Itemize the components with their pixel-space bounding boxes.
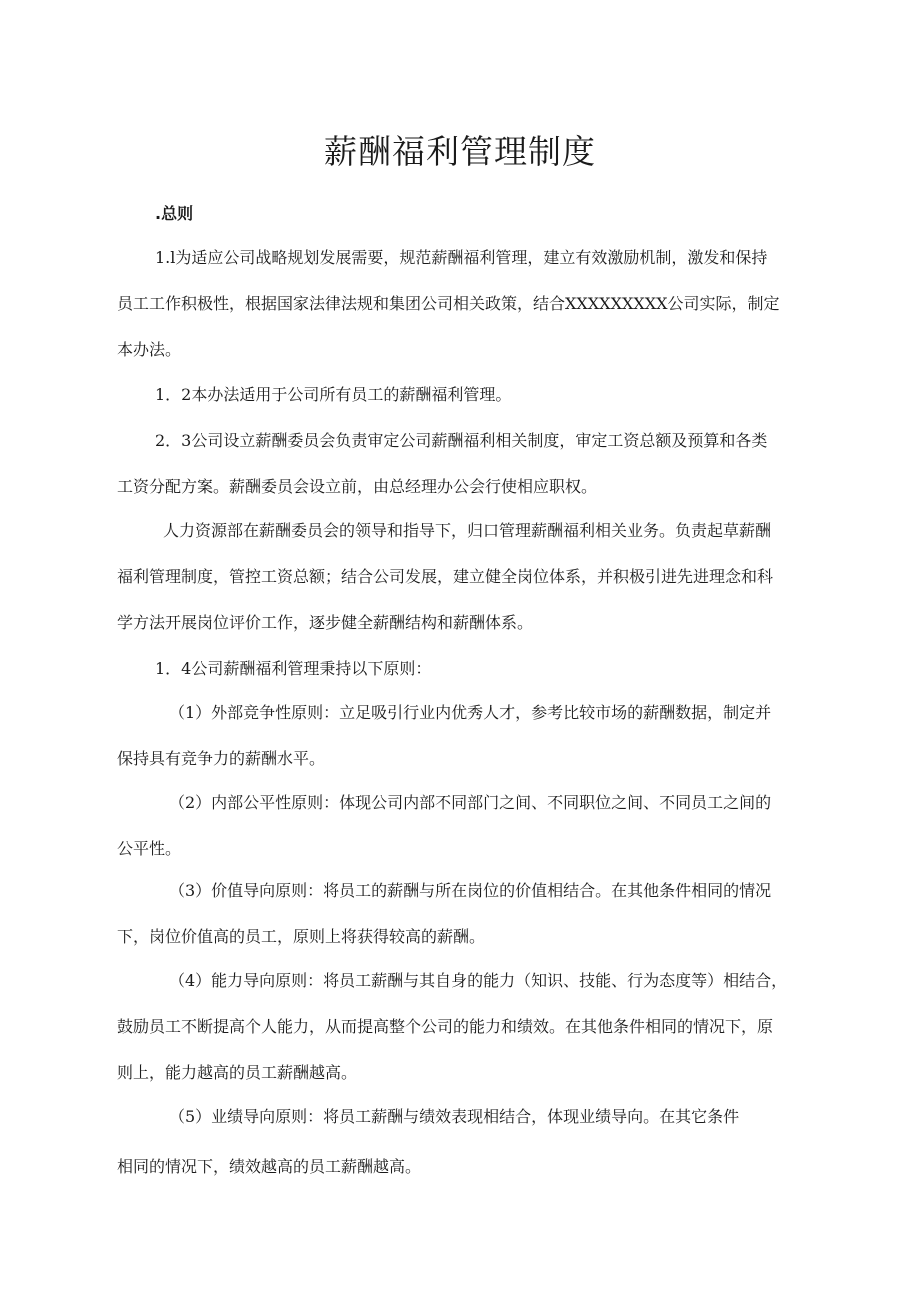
paragraph-line: 学方法开展岗位评价工作，逐步健全薪酬结构和薪酬体系。	[117, 613, 534, 632]
paragraph-line: 则上，能力越高的员工薪酬越高。	[117, 1063, 358, 1082]
paragraph-line: （5）业绩导向原则：将员工薪酬与绩效表现相结合，体现业绩导向。在其它条件	[169, 1107, 740, 1126]
paragraph-line: 本办法。	[117, 340, 182, 359]
paragraph-line: （3）价值导向原则：将员工的薪酬与所在岗位的价值相结合。在其他条件相同的情况	[169, 881, 772, 900]
principle-3	[117, 868, 817, 960]
paragraph-line: 下，岗位价值高的员工，原则上将获得较高的薪酬。	[117, 927, 486, 946]
paragraph-line: （1）外部竞争性原则：立足吸引行业内优秀人才，参考比较市场的薪酬数据，制定并	[169, 703, 772, 722]
paragraph-1-1	[117, 235, 817, 373]
paragraph-line: 工资分配方案。薪酬委员会设立前，由总经理办公会行使相应职权。	[117, 477, 598, 496]
paragraph-line: 相同的情况下，绩效越高的员工薪酬越高。	[117, 1157, 422, 1176]
paragraph-1-4	[117, 646, 817, 692]
paragraph-line: 福利管理制度，管控工资总额；结合公司发展，建立健全岗位体系，并积极引进先进理念和科	[117, 567, 774, 586]
paragraph-line: （4）能力导向原则：将员工薪酬与其自身的能力（知识、技能、行为态度等）相结合，	[169, 971, 788, 990]
paragraph-line: 2．3公司设立薪酬委员会负责审定公司薪酬福利相关制度，审定工资总额及预算和各类	[155, 431, 768, 450]
paragraph-line: 员工工作积极性，根据国家法律法规和集团公司相关政策，结合XXXXXXXXX公司实际，制定	[117, 294, 780, 313]
paragraph-1-2	[117, 372, 817, 418]
paragraph-line: 1.l为适应公司战略规划发展需要，规范薪酬福利管理，建立有效激励机制，激发和保持	[155, 248, 768, 267]
paragraph-hr-department	[117, 508, 817, 646]
section-heading-general: .总则	[155, 204, 194, 223]
paragraph-line: 1．2本办法适用于公司所有员工的薪酬福利管理。	[155, 385, 512, 404]
paragraph-2-3	[117, 418, 817, 510]
principle-5	[117, 1094, 817, 1140]
paragraph-line: 1．4公司薪酬福利管理秉持以下原则：	[155, 659, 432, 678]
paragraph-line: 公平性。	[117, 839, 182, 858]
principle-4	[117, 958, 817, 1096]
paragraph-line: 人力资源部在薪酬委员会的领导和指导下，归口管理薪酬福利相关业务。负责起草薪酬	[163, 521, 772, 540]
principle-1	[117, 690, 817, 782]
principle-2	[117, 780, 817, 872]
document-title: 薪酬福利管理制度	[324, 132, 596, 171]
principle-5-continued	[117, 1144, 817, 1190]
paragraph-line: （2）内部公平性原则：体现公司内部不同部门之间、不同职位之间、不同员工之间的	[169, 793, 772, 812]
paragraph-line: 保持具有竞争力的薪酬水平。	[117, 749, 326, 768]
paragraph-line: 鼓励员工不断提高个人能力，从而提高整个公司的能力和绩效。在其他条件相同的情况下，原	[117, 1017, 774, 1036]
